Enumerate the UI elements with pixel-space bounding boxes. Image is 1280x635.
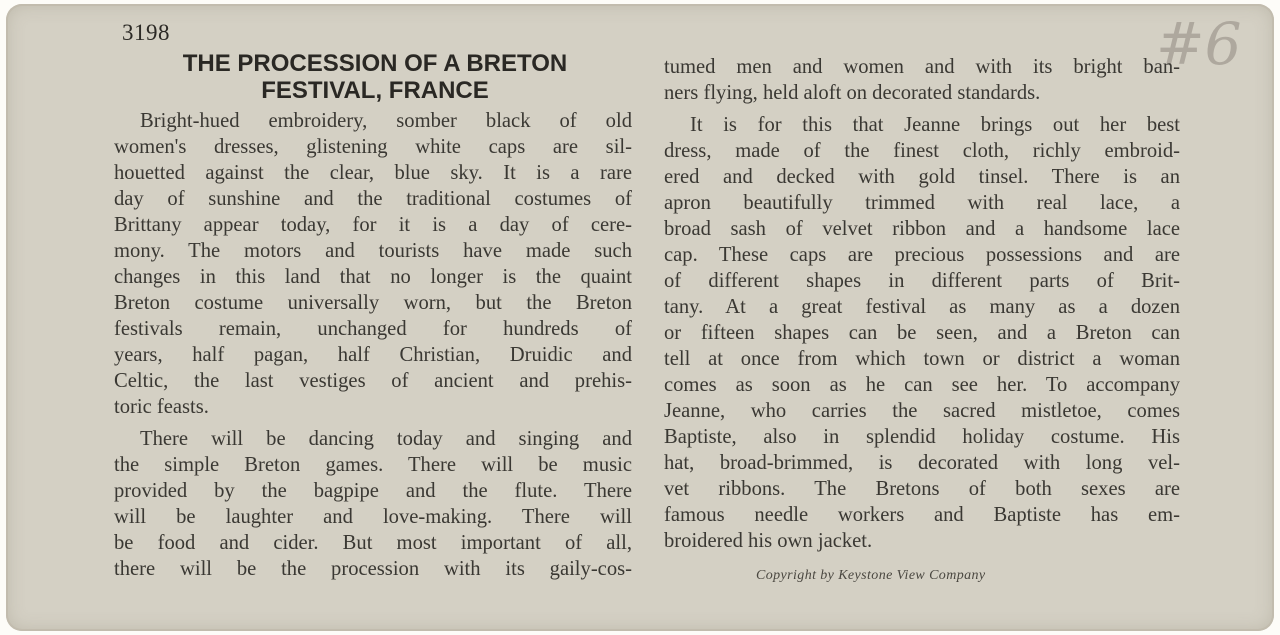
- text-line: comes as soon as he can see her. To accompany: [664, 374, 1180, 396]
- title-line-1: THE PROCESSION OF A BRETON: [182, 50, 568, 77]
- text-line: It is for this that Jeanne brings out her best: [690, 114, 1180, 136]
- text-column-left: [114, 108, 632, 582]
- text-line: women's dresses, glistening white caps are sil-: [114, 136, 632, 158]
- text-line: will be laughter and love-making. There will: [114, 506, 632, 528]
- title-line-2: FESTIVAL, FRANCE: [261, 77, 489, 104]
- text-line: provided by the bagpipe and the flute. There: [114, 480, 632, 502]
- text-line: broidered his own jacket.: [664, 530, 873, 552]
- text-line: changes in this land that no longer is the quaint: [114, 266, 632, 288]
- text-line: years, half pagan, half Christian, Druidic and: [114, 344, 632, 366]
- text-line: be food and cider. But most important of all,: [114, 532, 632, 554]
- text-line: festivals remain, unchanged for hundreds of: [114, 318, 632, 340]
- text-line: Baptiste, also in splendid holiday costume. His: [664, 426, 1180, 448]
- text-line: mony. The motors and tourists have made such: [114, 240, 632, 262]
- text-line: day of sunshine and the traditional costumes of: [114, 188, 632, 210]
- catalog-number: 3198: [122, 20, 170, 45]
- text-line: tell at once from which town or district a woman: [664, 348, 1180, 370]
- text-line: There will be dancing today and singing and: [140, 428, 632, 450]
- text-line: of different shapes in different parts of Brit-: [664, 270, 1180, 292]
- text-line: broad sash of velvet ribbon and a handsome lace: [664, 218, 1180, 240]
- text-line: cap. These caps are precious possessions and are: [664, 244, 1180, 266]
- text-line: there will be the procession with its gaily-cos-: [114, 558, 632, 580]
- text-line: toric feasts.: [114, 396, 209, 418]
- text-line: Jeanne, who carries the sacred mistletoe, comes: [664, 400, 1180, 422]
- text-line: tany. At a great festival as many as a dozen: [664, 296, 1180, 318]
- text-line: hat, broad-brimmed, is decorated with long vel-: [664, 452, 1180, 474]
- text-line: apron beautifully trimmed with real lace, a: [664, 192, 1180, 214]
- text-column-right: [664, 54, 1180, 554]
- text-line: dress, made of the finest cloth, richly embroid-: [664, 140, 1180, 162]
- stereograph-card-back: [6, 4, 1274, 631]
- text-line: Bright-hued embroidery, somber black of old: [140, 110, 632, 132]
- copyright-notice: Copyright by Keystone View Company: [756, 568, 986, 583]
- text-line: tumed men and women and with its bright ban-: [664, 56, 1180, 78]
- text-line: ners flying, held aloft on decorated standards.: [664, 82, 1041, 104]
- text-line: famous needle workers and Baptiste has em-: [664, 504, 1180, 526]
- text-line: Celtic, the last vestiges of ancient and prehis-: [114, 370, 632, 392]
- text-line: ered and decked with gold tinsel. There is an: [664, 166, 1180, 188]
- handwritten-mark: #6: [1156, 10, 1242, 78]
- text-line: houetted against the clear, blue sky. It is a rare: [114, 162, 632, 184]
- text-line: or fifteen shapes can be seen, and a Breton can: [664, 322, 1180, 344]
- text-line: vet ribbons. The Bretons of both sexes are: [664, 478, 1180, 500]
- text-line: Breton costume universally worn, but the Breton: [114, 292, 632, 314]
- text-line: the simple Breton games. There will be music: [114, 454, 632, 476]
- text-line: Brittany appear today, for it is a day of cere-: [114, 214, 632, 236]
